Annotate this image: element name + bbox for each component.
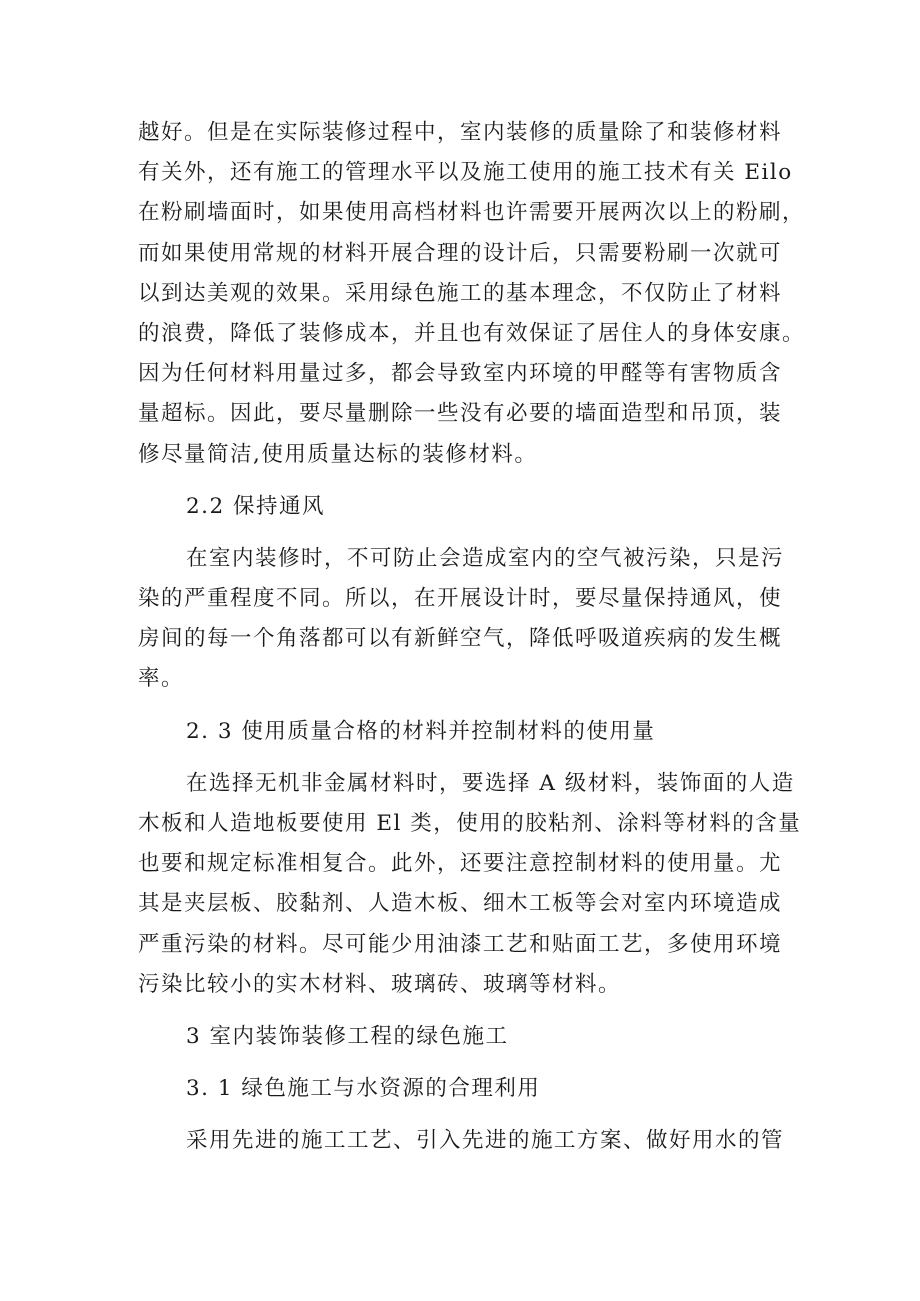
text-line: 木板和人造地板要使用 El 类，使用的胶粘剂、涂料等材料的含量 — [138, 811, 802, 836]
text-line: 越好。但是在实际装修过程中，室内装修的质量除了和装修材料 — [138, 120, 783, 145]
text-line: 其是夹层板、胶黏剂、人造木板、细木工板等会对室内环境造成 — [138, 891, 783, 917]
document-page — [138, 113, 806, 1162]
text-line: 以到达美观的效果。采用绿色施工的基本理念，不仅防止了材料 — [138, 280, 783, 306]
text-line: 污染比较小的实木材料、玻璃砖、玻璃等材料。 — [138, 971, 622, 997]
text-line: 在粉刷墙面时，如果使用高档材料也许需要开展两次以上的粉刷， — [138, 200, 806, 226]
text-line: 染的严重程度不同。所以，在开展设计时，要尽量保持通风，使 — [138, 586, 783, 612]
text-line: 采用先进的施工工艺、引入先进的施工方案、做好用水的管 — [186, 1128, 785, 1154]
paragraph-ventilation — [138, 539, 798, 700]
section-heading-3: 3 室内装饰装修工程的绿色施工 — [186, 1023, 509, 1049]
text-line: 严重污染的材料。尽可能少用油漆工艺和贴面工艺，多使用环境 — [138, 931, 783, 957]
text-line: 在室内装修时，不可防止会造成室内的空气被污染，只是污 — [186, 545, 785, 571]
text-line: 有关外，还有施工的管理水平以及施工使用的施工技术有关 Eilo — [138, 160, 793, 186]
section-heading-2-2: 2.2 保持通风 — [186, 493, 326, 519]
section-heading-2-3: 2. 3 使用质量合格的材料并控制材料的使用量 — [186, 718, 656, 744]
text-line: 房间的每一个角落都可以有新鲜空气，降低呼吸道疾病的发生概 — [138, 626, 783, 652]
section-heading-3-1: 3. 1 绿色施工与水资源的合理利用 — [186, 1076, 541, 1102]
text-line: 修尽量简洁,使用质量达标的装修材料。 — [138, 441, 538, 467]
text-line: 因为任何材料用量过多，都会导致室内环境的甲醛等有害物质含 — [138, 361, 783, 387]
paragraph-water — [138, 1121, 798, 1161]
text-line: 率。 — [138, 666, 185, 692]
text-line: 量超标。因此，要尽量删除一些没有必要的墙面造型和吊顶，装 — [138, 401, 783, 427]
text-line: 而如果使用常规的材料开展合理的设计后，只需要粉刷一次就可 — [138, 240, 783, 266]
paragraph-materials — [138, 764, 802, 1005]
text-line: 的浪费，降低了装修成本，并且也有效保证了居住人的身体安康。 — [138, 320, 806, 346]
text-line: 在选择无机非金属材料时，要选择 A 级材料，装饰面的人造 — [186, 770, 795, 796]
text-line: 也要和规定标准相复合。此外，还要注意控制材料的使用量。尤 — [138, 851, 783, 877]
paragraph-intro — [138, 113, 806, 475]
